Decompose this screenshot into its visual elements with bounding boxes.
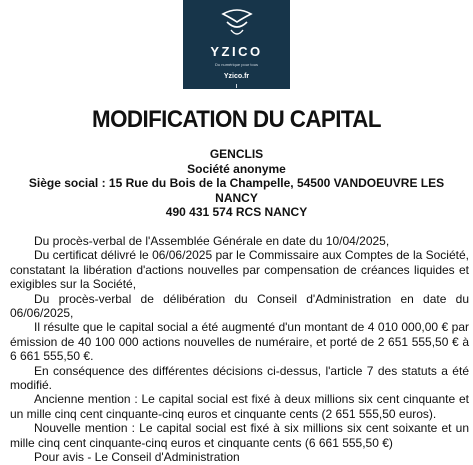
yzico-logo — [183, 0, 290, 89]
paragraph: Du procès-verbal de l'Assemblée Générale en date du 10/04/2025, — [34, 234, 390, 248]
logo-divider — [236, 84, 237, 88]
paragraph: Pour avis - Le Conseil d'Administration — [34, 450, 240, 465]
paragraph: Il résulte que le capital social a été augmenté d'un montant de 4 010 000,00 € par émission de 40 100 000 actions nouvelles de numéraire, et porté de 2 651 555,50 € à 6 661 555,50 €. — [10, 320, 469, 364]
yzico-emblem-icon — [219, 8, 255, 42]
paragraph: Du procès-verbal de délibération du Conseil d'Administration en date du 06/06/2025, — [10, 291, 469, 321]
page-title: MODIFICATION DU CAPITAL — [92, 106, 381, 133]
company-identity — [20, 147, 453, 220]
paragraph: Nouvelle mention : Le capital social est fixé à six millions six cent soixante et un mille cinq cent cinquante-cinq euros et cinquante cents (6 661 555,50 €) — [10, 421, 469, 450]
logo-url: Yzico.fr — [223, 73, 250, 80]
logo-tagline: Du numérique pour tous — [215, 62, 258, 67]
paragraph: En conséquence des différentes décisions ci-dessus, l'article 7 des statuts a été modifié. — [10, 363, 469, 393]
company-rcs: 490 431 574 RCS NANCY — [165, 205, 308, 219]
company-name: GENCLIS — [209, 147, 264, 161]
logo-brand: YZICO — [210, 44, 263, 59]
company-form: Société anonyme — [187, 161, 286, 176]
paragraph: Ancienne mention : Le capital social est fixé à deux millions six cent cinquante et un mille cinq cent cinquante-cinq euros et cinquante cents (2 651 555,50 euros). — [10, 392, 469, 421]
company-siege: Siège social : 15 Rue du Bois de la Champelle, 54500 VANDOEUVRE LES NANCY — [28, 176, 445, 205]
notice-body — [10, 234, 469, 465]
paragraph: Du certificat délivré le 06/06/2025 par le Commissaire aux Comptes de la Société, constatant la libération d'actions nouvelles par compensation de créances liquides et exigibles sur la Société, — [10, 248, 469, 292]
